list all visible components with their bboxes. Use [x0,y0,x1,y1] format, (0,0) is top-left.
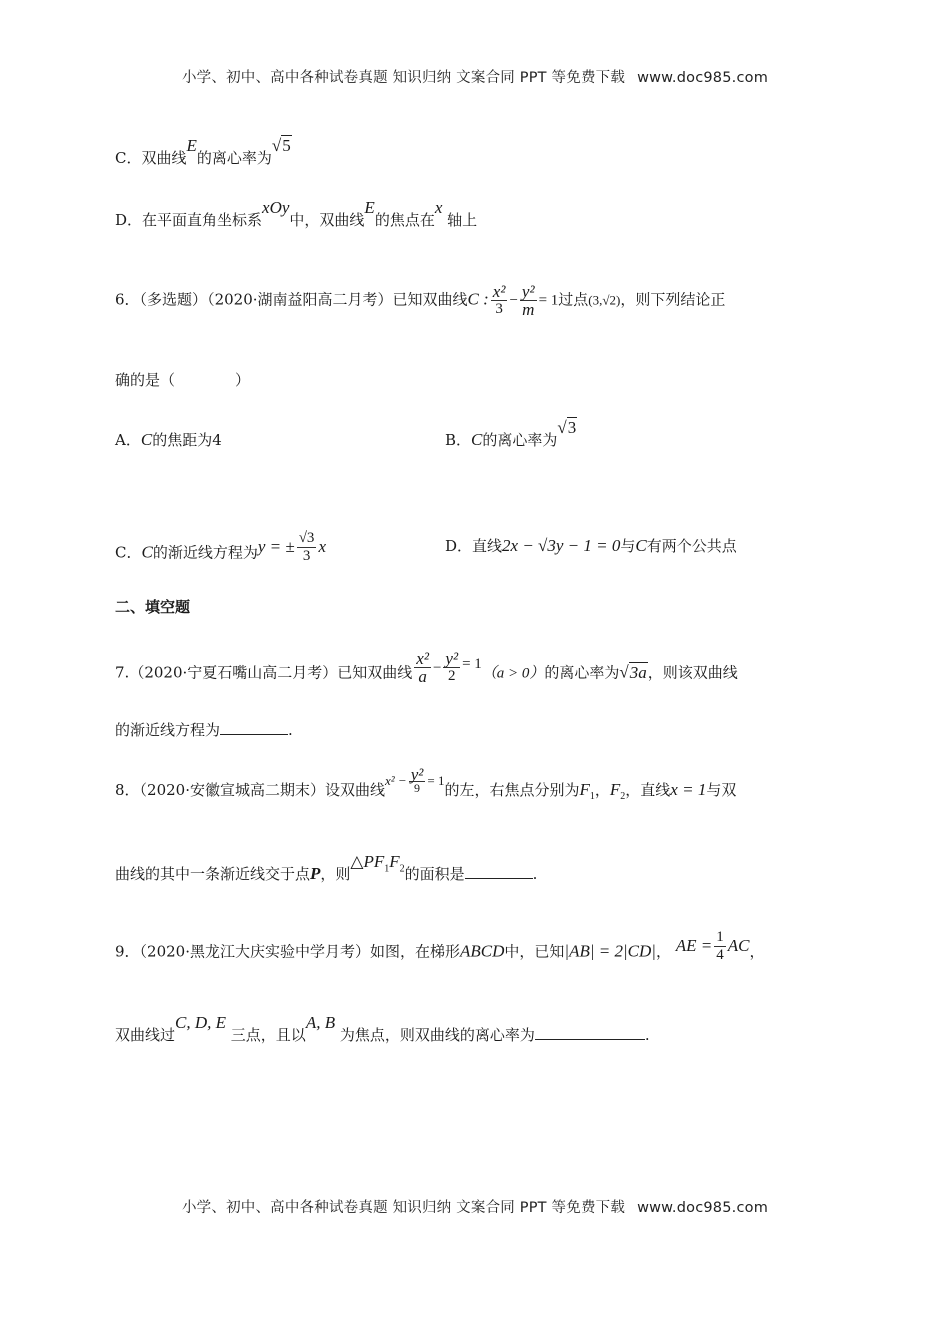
equation-rhs: AC [727,935,750,955]
condition-2 [675,929,750,963]
question-text: 的左，右焦点分别为 [444,781,580,799]
denominator: a [418,667,427,686]
var-c: C [635,536,647,555]
sqrt-value: √3a [619,662,647,682]
radicand: 3a [629,662,647,682]
q6-option-b [445,418,577,450]
option-text: 与 [620,537,636,555]
focus-f2: F [609,780,621,799]
equation [385,765,445,795]
radicand: 5 [282,136,291,155]
equation-rhs: = 1 [538,292,559,309]
option-text: 的焦距为4 [152,431,222,449]
q6-option-c [115,530,326,571]
q6-option-a [115,430,222,450]
footer-url[interactable]: www.doc985.com [637,1200,769,1216]
question-text: 已知双曲线 [392,290,468,309]
option-label: D．在平面直角坐标系 [115,211,263,229]
option-label: C． [115,543,142,562]
denominator: 3 [302,548,311,564]
page-header [0,66,950,87]
var-c: C [140,430,153,449]
fraction [409,765,426,795]
page-footer [0,1196,950,1217]
option-text: 的离心率为 [196,149,272,167]
question-text: 为焦点，则双曲线的离心率为 [339,1026,535,1044]
equation-lhs: AE = [675,935,713,955]
question-text: 的渐近线方程为 [115,721,221,739]
denominator: 9 [414,781,421,795]
equation-rhs: x [318,536,326,556]
question-number: 6． [115,290,140,309]
triangle-label: △PF [350,852,385,871]
question-text: 已知双曲线 [337,663,413,682]
point: (3,√2) [588,292,621,308]
curve-label: C : [467,289,489,309]
point-p: P [310,864,321,883]
option-text: 中，双曲线 [289,211,365,229]
question-text: ，直线 [625,781,671,799]
q6-option-d [445,536,737,556]
q5-option-d [115,198,478,230]
equation-rhs: = 1 [427,773,445,788]
question-source: （2020·宁夏石嘴山高二月考） [129,663,338,682]
q9-stem [115,929,765,970]
separator: ， [655,942,671,961]
numerator: y² [410,765,424,784]
option-label: B． [445,431,472,449]
option-label: C．双曲线 [115,149,187,167]
answer-blank[interactable] [220,720,288,735]
shape-label: ABCD [460,941,505,961]
denominator: 4 [716,947,724,963]
var-e: E [364,198,375,217]
numerator: y² [445,649,459,668]
var-c: C [471,430,483,449]
question-text: 曲线的其中一条渐近线交于点 [115,865,311,883]
header-url[interactable]: www.doc985.com [637,70,769,86]
line-equation: x = 1 [670,780,707,799]
question-source: （2020·安徽宣城高二期末） [139,781,325,799]
question-text: ，则 [320,865,351,883]
q6-stem-line2 [115,370,250,390]
condition: （a > 0） [481,665,545,682]
q7-stem-line2 [115,720,293,740]
sqrt-value: √5 [271,136,291,155]
q5-option-c [115,136,292,168]
q9-stem-line2 [115,1013,650,1045]
option-label: D．直线 [445,537,503,555]
section-title: 二、填空题 [115,598,191,616]
question-text: 的离心率为 [544,663,620,682]
question-text: ，则下列结论正 [620,290,726,309]
sqrt-value: √3 [557,418,577,437]
fraction [491,283,508,318]
footer-text: 小学、初中、高中各种试卷真题 知识归纳 文案合同 PPT 等免费下载 [181,1200,626,1216]
numerator: 1 [716,929,724,945]
numerator: x² [492,282,506,301]
question-source: （2020·黑龙江大庆实验中学月考） [139,942,370,961]
question-text: 中，已知 [504,942,565,961]
fraction [414,650,431,685]
numerator: x² [416,649,429,668]
focus-f1: F [579,780,590,799]
question-number: 8． [115,781,140,799]
triangle: $\triangle PF_1F_2$ [350,852,405,875]
period: . [288,721,293,739]
header-text: 小学、初中、高中各种试卷真题 知识归纳 文案合同 PPT 等免费下载 [181,70,626,86]
equation-lhs: y = ± [257,536,295,556]
numerator: √3 [298,530,315,546]
line-equation: 2x − √3y − 1 = 0 [502,536,621,555]
denominator: 3 [495,301,503,317]
period: . [644,1026,650,1044]
option-text: 轴上 [447,211,478,229]
plane-xoy: xOy [262,198,290,217]
option-label: A． [115,431,141,449]
q8-stem-line2 [115,852,538,891]
fraction [443,650,460,685]
q8-stem: 8．（2020·安徽宣城高二期末）设双曲线x² − $\frac{\text{y²}}{9}$ = 1的左，右焦点分别为$F_1$，$F_2$，直线x = 1与双 [115,765,737,802]
foci-ab: A, B [305,1013,336,1032]
axis-x: x [434,198,443,217]
points-cde: C, D, E [175,1013,227,1032]
question-text: 确的是（ ） [115,371,251,389]
fraction [520,283,537,318]
radicand: 3 [567,418,577,437]
question-text: 与双 [706,781,737,799]
var-e: E [186,136,197,155]
var-c: C [141,542,153,562]
question-text: ，则该双曲线 [647,663,738,682]
option-text: 有两个公共点 [646,537,737,555]
fraction [297,530,317,565]
denominator: m [522,300,535,319]
question-number: 9． [115,942,140,961]
question-source: （2020·湖南益阳高二月考） [207,290,393,309]
question-text: 双曲线过 [115,1026,176,1044]
question-number: 7. [115,663,130,682]
equation-lhs: x² − [385,773,407,788]
condition-1: |AB| = 2|CD| [564,941,656,961]
question-text: 设双曲线 [325,781,386,799]
period: . [532,865,538,883]
question-text: 的面积是 [404,865,465,883]
answer-blank[interactable] [535,1025,645,1040]
numerator: y² [521,282,535,301]
fraction [714,929,726,964]
option-text: 的渐近线方程为 [152,543,258,562]
question-text: 三点，且以 [230,1026,306,1044]
q7-stem: 7.（2020·宁夏石嘴山高二月考）已知双曲线 $\frac{\text{x²}}{a}$ − $\frac{\text{y²}}{2}$ = 1（a > 0）的离心率为√3a，则该双曲线 [115,649,738,686]
option-text: 的焦点在 [374,211,435,229]
equation-rhs: = 1 [462,655,482,672]
question-text: 过点 [558,290,589,309]
answer-blank[interactable] [465,864,533,879]
question-text: 如图，在梯形 [370,942,461,961]
denominator: 2 [447,668,456,684]
option-text: 的离心率为 [482,431,558,449]
question-tag: （多选题） [139,290,208,309]
q6-stem: 6．（多选题）（2020·湖南益阳高二月考）已知双曲线C : $\frac{\text{x²}}{3}$ − $\frac{\text{y²}}{m}$ = 1过点(3,√2)，则下列结论正 [115,282,726,319]
separator: ， [749,942,765,961]
